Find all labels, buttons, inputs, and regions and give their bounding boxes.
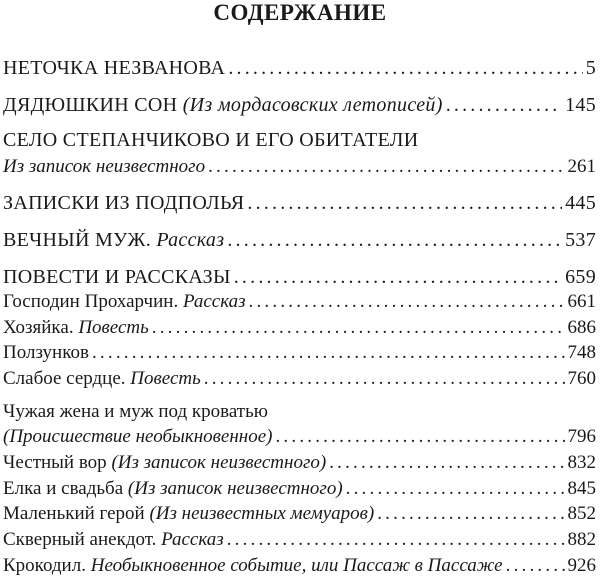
dot-leader <box>204 367 565 391</box>
dot-leader <box>228 56 582 80</box>
entry-subtitle: Рассказ <box>182 291 246 312</box>
page-number: 832 <box>567 452 596 473</box>
page-number: 445 <box>565 192 596 214</box>
entry-title: Господин Прохарчин. <box>3 291 183 312</box>
toc-entry[interactable] <box>3 528 596 552</box>
toc-entry[interactable] <box>3 316 596 340</box>
page-number: 145 <box>565 94 596 116</box>
entry-subtitle: Из записок неизвестного <box>3 156 206 177</box>
toc-entry[interactable] <box>3 367 596 391</box>
entry-title: Маленький герой <box>3 503 150 524</box>
entry-subtitle: Повесть <box>130 368 201 389</box>
entry-title: Елка и свадьба <box>3 478 128 499</box>
entry-title: Крокодил. <box>3 555 91 576</box>
page-number: 852 <box>567 503 596 524</box>
dot-leader <box>208 155 564 179</box>
entry-subtitle: (Из записок неизвестного) <box>127 478 343 499</box>
dot-leader <box>152 316 565 340</box>
dot-leader <box>446 93 562 117</box>
entry-title: Скверный анекдот. <box>3 529 162 550</box>
toc-entry[interactable] <box>3 191 596 215</box>
toc-entry[interactable] <box>3 128 596 152</box>
toc-entry[interactable] <box>3 56 596 80</box>
toc-entry[interactable] <box>3 341 596 365</box>
page-number: 845 <box>567 478 596 499</box>
toc-entry[interactable] <box>3 425 596 449</box>
entry-subtitle: Необыкновенное событие, или Пассаж в Пассаже <box>90 555 503 576</box>
dot-leader <box>249 290 565 314</box>
entry-subtitle: (Происшествие необыкновенное) <box>3 426 273 447</box>
entry-title: СЕЛО СТЕПАНЧИКОВО И ЕГО ОБИТАТЕЛИ <box>3 129 419 151</box>
dot-leader <box>227 228 562 252</box>
page-number: 261 <box>567 156 596 177</box>
toc-entry[interactable] <box>3 451 596 475</box>
page-number: 5 <box>585 57 596 79</box>
entry-subtitle: Повесть <box>78 317 149 338</box>
entry-subtitle: Рассказ <box>156 229 225 251</box>
toc-entry[interactable] <box>3 502 596 526</box>
toc-entry[interactable] <box>3 290 596 314</box>
toc-entry[interactable] <box>3 155 596 179</box>
page-title: СОДЕРЖАНИЕ <box>213 0 387 25</box>
entry-title: Слабое сердце. <box>3 368 131 389</box>
toc-entry[interactable] <box>3 554 596 578</box>
page-number: 537 <box>565 229 596 251</box>
page-number: 926 <box>567 555 596 576</box>
page-number: 760 <box>567 368 596 389</box>
entry-subtitle: Рассказ <box>161 529 224 550</box>
toc-entry[interactable] <box>3 228 596 252</box>
entry-title: ДЯДЮШКИН СОН <box>3 94 183 116</box>
entry-title: ПОВЕСТИ И РАССКАЗЫ <box>3 266 231 288</box>
dot-leader <box>247 191 562 215</box>
page-number: 882 <box>567 529 596 550</box>
dot-leader <box>506 554 565 578</box>
entry-title: ВЕЧНЫЙ МУЖ. <box>3 229 157 251</box>
entry-title: НЕТОЧКА НЕЗВАНОВА <box>3 57 226 79</box>
dot-leader <box>275 425 564 449</box>
dot-leader <box>234 265 562 289</box>
toc-entry[interactable] <box>3 477 596 501</box>
entry-subtitle: (Из мордасовских летописей) <box>182 94 443 116</box>
entry-title: Хозяйка. <box>3 317 79 338</box>
entry-title: Чужая жена и муж под кроватью <box>3 401 268 422</box>
page-number: 686 <box>567 317 596 338</box>
toc-entry[interactable] <box>3 93 596 117</box>
entry-title: Ползунков <box>3 342 89 363</box>
dot-leader <box>227 528 565 552</box>
entry-subtitle: (Из записок неизвестного) <box>111 452 327 473</box>
page-number: 796 <box>567 426 596 447</box>
dot-leader <box>329 451 564 475</box>
dot-leader <box>346 477 565 501</box>
page-number: 748 <box>567 342 596 363</box>
dot-leader <box>377 502 564 526</box>
entry-title: ЗАПИСКИ ИЗ ПОДПОЛЬЯ <box>3 192 245 214</box>
page-number: 659 <box>565 266 596 288</box>
dot-leader <box>92 341 565 365</box>
entry-subtitle: (Из неизвестных мемуаров) <box>149 503 375 524</box>
entry-title: Честный вор <box>3 452 112 473</box>
page-number: 661 <box>567 291 596 312</box>
toc-entry[interactable] <box>3 265 596 289</box>
toc-entry[interactable] <box>3 400 596 424</box>
